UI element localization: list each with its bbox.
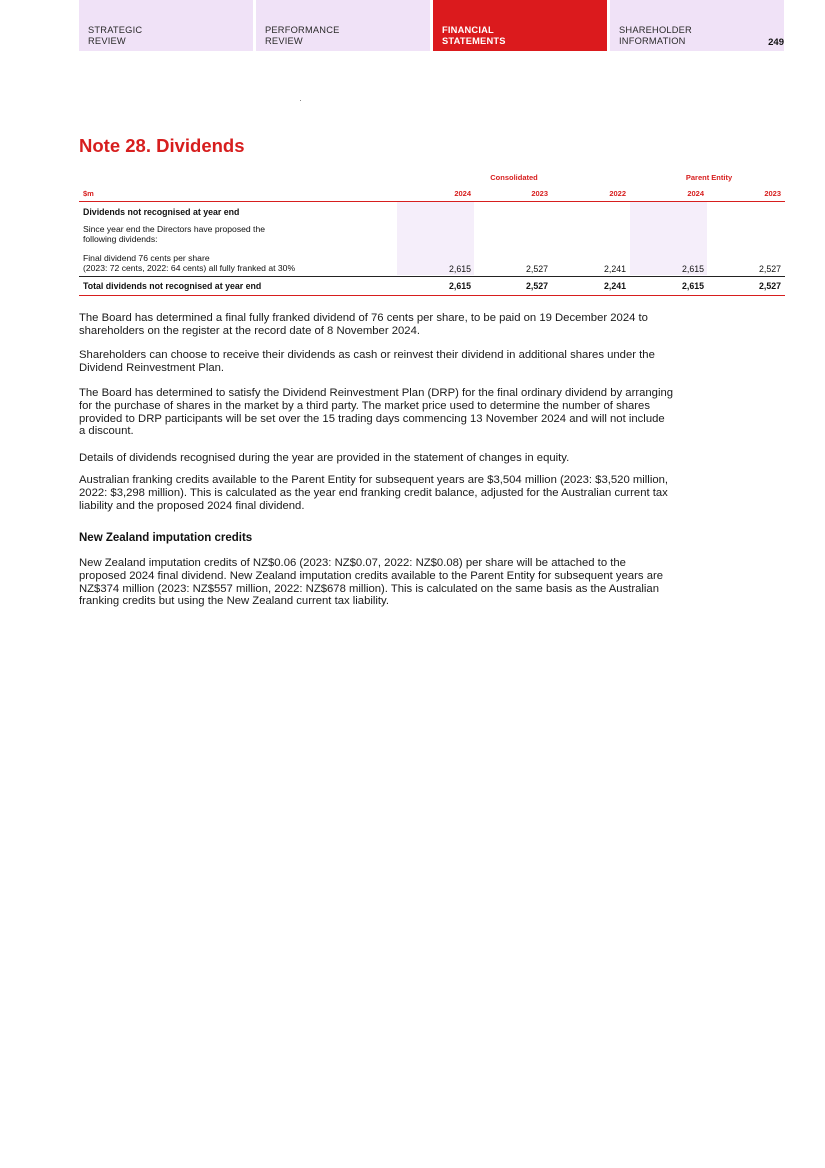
tab-label: FINANCIAL STATEMENTS — [442, 25, 506, 46]
year-header: 2022 — [609, 189, 626, 198]
unit-label: $m — [83, 189, 94, 198]
tab-financial-statements[interactable] — [433, 0, 607, 51]
intro-text: Since year end the Directors have proposed the following dividends: — [83, 224, 266, 244]
row-value: 2,527 — [525, 264, 548, 274]
section-heading: Dividends not recognised at year end — [83, 207, 240, 217]
row-value: 2,615 — [448, 264, 471, 274]
section-nav — [79, 0, 784, 51]
tab-strategic-review[interactable] — [79, 0, 253, 51]
total-value: 2,527 — [758, 281, 781, 291]
tab-shareholder-information[interactable] — [610, 0, 784, 51]
total-rule — [79, 295, 785, 296]
dividends-table — [79, 168, 785, 298]
total-value: 2,615 — [448, 281, 471, 291]
row-rule — [79, 276, 785, 277]
group-consolidated: Consolidated — [490, 173, 538, 182]
nz-heading: New Zealand imputation credits — [79, 532, 253, 544]
total-value: 2,241 — [603, 281, 626, 291]
header-rule — [79, 201, 785, 202]
paragraph-details: Details of dividends recognised during the year are provided in the statement of changes in equity. — [79, 452, 570, 464]
tab-performance-review[interactable] — [256, 0, 430, 51]
paragraph-drp: The Board has determined to satisfy the Dividend Reinvestment Plan (DRP) for the final ordinary dividend by arranging for the purchase of shares in the market by a third party. The market price used to determine the number of shares provided to DRP participants will be set over the 15 trading days commencing 13 November 2024 and will not include a discount. — [79, 387, 674, 438]
stray-dot — [300, 100, 301, 101]
tab-label: STRATEGIC REVIEW — [88, 25, 143, 46]
year-header: 2023 — [764, 189, 781, 198]
total-label: Total dividends not recognised at year end — [83, 281, 262, 291]
paragraph-nz-imputation: New Zealand imputation credits of NZ$0.06 (2023: NZ$0.07, 2022: NZ$0.08) per share will be attached to the proposed 2024 final dividend. New Zealand imputation credits available to the Parent Entity for subsequent years are NZ$374 million (2023: NZ$557 million, 2022: NZ$678 million). This is calculated on the same basis as the Australian franking credits but using the New Zealand current tax liability. — [79, 557, 664, 608]
row-label: Final dividend 76 cents per share (2023: 72 cents, 2022: 64 cents) all fully franked at 30% — [83, 253, 296, 273]
year-header: 2023 — [531, 189, 548, 198]
year-header: 2024 — [687, 189, 704, 198]
total-value: 2,615 — [681, 281, 704, 291]
total-value: 2,527 — [525, 281, 548, 291]
paragraph-final-dividend: The Board has determined a final fully franked dividend of 76 cents per share, to be paid on 19 December 2024 to shareholders on the register at the record date of 8 November 2024. — [79, 312, 648, 337]
paragraph-shareholder-choice: Shareholders can choose to receive their dividends as cash or reinvest their dividend in additional shares under the Dividend Reinvestment Plan. — [79, 349, 655, 374]
row-value: 2,527 — [758, 264, 781, 274]
year-header: 2024 — [454, 189, 471, 198]
page-number: 249 — [768, 37, 784, 48]
note-title: Note 28. Dividends — [79, 135, 245, 156]
group-parent-entity: Parent Entity — [685, 173, 733, 182]
paragraph-franking-credits: Australian franking credits available to the Parent Entity for subsequent years are $3,504 million (2023: $3,520 million, 2022: $3,298 million). This is calculated as the year end franking credit balance, adjusted for the Australian current tax liability and the proposed 2024 final dividend. — [79, 474, 669, 512]
row-value: 2,615 — [681, 264, 704, 274]
tab-label: SHAREHOLDER INFORMATION — [619, 25, 692, 46]
tab-label: PERFORMANCE REVIEW — [265, 25, 340, 46]
row-value: 2,241 — [603, 264, 626, 274]
